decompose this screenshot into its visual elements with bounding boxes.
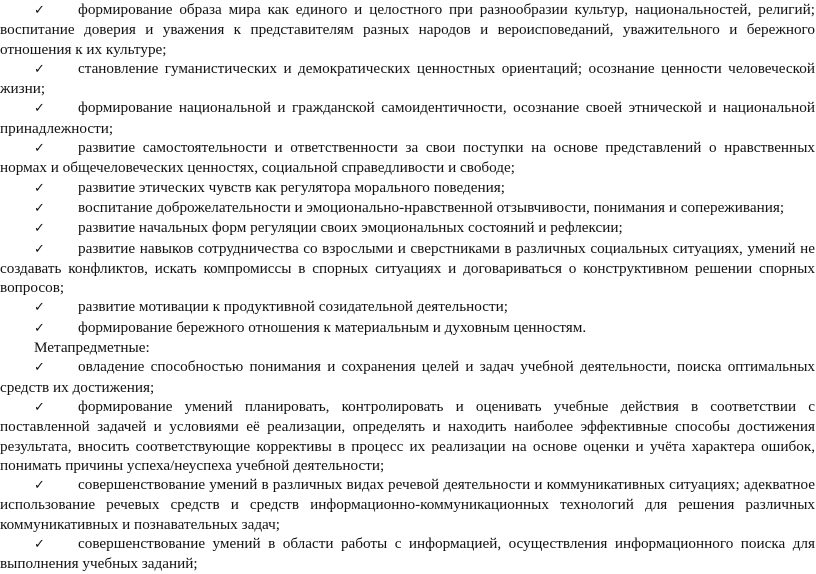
list-item-text: формирование бережного отношения к материальным и духовным ценностям. [78, 318, 587, 336]
list-item-text: развитие навыков сотрудничества со взрослыми и сверстниками в различных социальных ситуациях, умений не создавать конфликтов, искать компромиссы в спорных ситуациях и договариваться о конструктивном решении спорных вопросов; [0, 239, 815, 297]
check-mark-icon: ✓ [34, 241, 45, 257]
list-item [0, 98, 816, 138]
check-mark-icon: ✓ [34, 320, 45, 336]
list-item-text: развитие самостоятельности и ответственности за свои поступки на основе представлений о нравственных нормах и общечеловеческих ценностях, социальной справедливости и свободе; [0, 139, 815, 177]
list-item-text: совершенствование умений в различных видах речевой деятельности и коммуникативных ситуациях; адекватное использование речевых средств и средств информационно-коммуникационных технологий для решения различных коммуникативных и познавательных задач; [0, 476, 815, 533]
list-item [0, 59, 816, 99]
check-mark-icon: ✓ [34, 3, 45, 18]
list-item-text: развитие этических чувств как регулятора морального поведения; [78, 178, 505, 196]
list-item [0, 218, 816, 238]
list-item-text: овладение способностью понимания и сохранения целей и задач учебной деятельности, поиска оптимальных средств их достижения; [0, 358, 815, 396]
list-item [0, 297, 816, 317]
check-mark-icon: ✓ [34, 200, 45, 216]
check-mark-icon: ✓ [34, 399, 45, 415]
list-item-text: становление гуманистических и демократических ценностных ориентаций; осознание ценности человеческой жизни; [0, 59, 815, 98]
list-item [0, 239, 816, 298]
check-mark-icon: ✓ [34, 300, 45, 316]
list-item [0, 0, 816, 59]
list-item-text: развитие начальных форм регуляции своих эмоциональных состояний и рефлексии; [78, 219, 623, 237]
check-mark-icon: ✓ [34, 101, 45, 117]
list-item-text: формирование умений планировать, контролировать и оценивать учебные действия в соответствии с поставленной задачей и условиями её реализации, определять и находить наиболее эффективные способы достижения результата, вносить соответствующие коррективы в процесс их реализации на основе оценки и учёта характера ошибок, понимать причины успеха/неуспеха учебной деятельности; [0, 397, 815, 474]
check-mark-icon: ✓ [34, 537, 45, 553]
check-mark-icon: ✓ [34, 141, 45, 157]
check-mark-icon: ✓ [34, 360, 45, 376]
check-mark-icon: ✓ [34, 180, 45, 196]
list-item-text: воспитание доброжелательности и эмоционально-нравственной отзывчивости, понимания и сопереживания; [78, 198, 785, 216]
list-item [0, 357, 816, 397]
check-mark-icon: ✓ [34, 221, 45, 237]
list-item [0, 198, 816, 218]
list-item [0, 178, 816, 198]
list-item-text: развитие мотивации к продуктивной созидательной деятельности; [78, 298, 508, 316]
list-item [0, 138, 816, 178]
list-item [0, 318, 816, 338]
check-mark-icon: ✓ [34, 478, 45, 494]
list-item [0, 397, 816, 475]
list-item [0, 534, 816, 574]
list-item [0, 475, 816, 534]
list-item-text: совершенствование умений в области работы с информацией, осуществления информационного поиска для выполнения учебных заданий; [0, 535, 815, 573]
section-subheading: Метапредметные: [34, 339, 150, 357]
list-item-text: формирование национальной и гражданской самоидентичности, осознание своей этнической и национальной принадлежности; [0, 99, 815, 137]
list-item-text: формирование образа мира как единого и целостного при разнообразии культур, национальностей, религий; воспитание доверия и уважения к представителям разных народов и вероисповеданий, уважительного и бережного отношения к их культуре; [0, 1, 815, 58]
check-mark-icon: ✓ [34, 61, 45, 77]
